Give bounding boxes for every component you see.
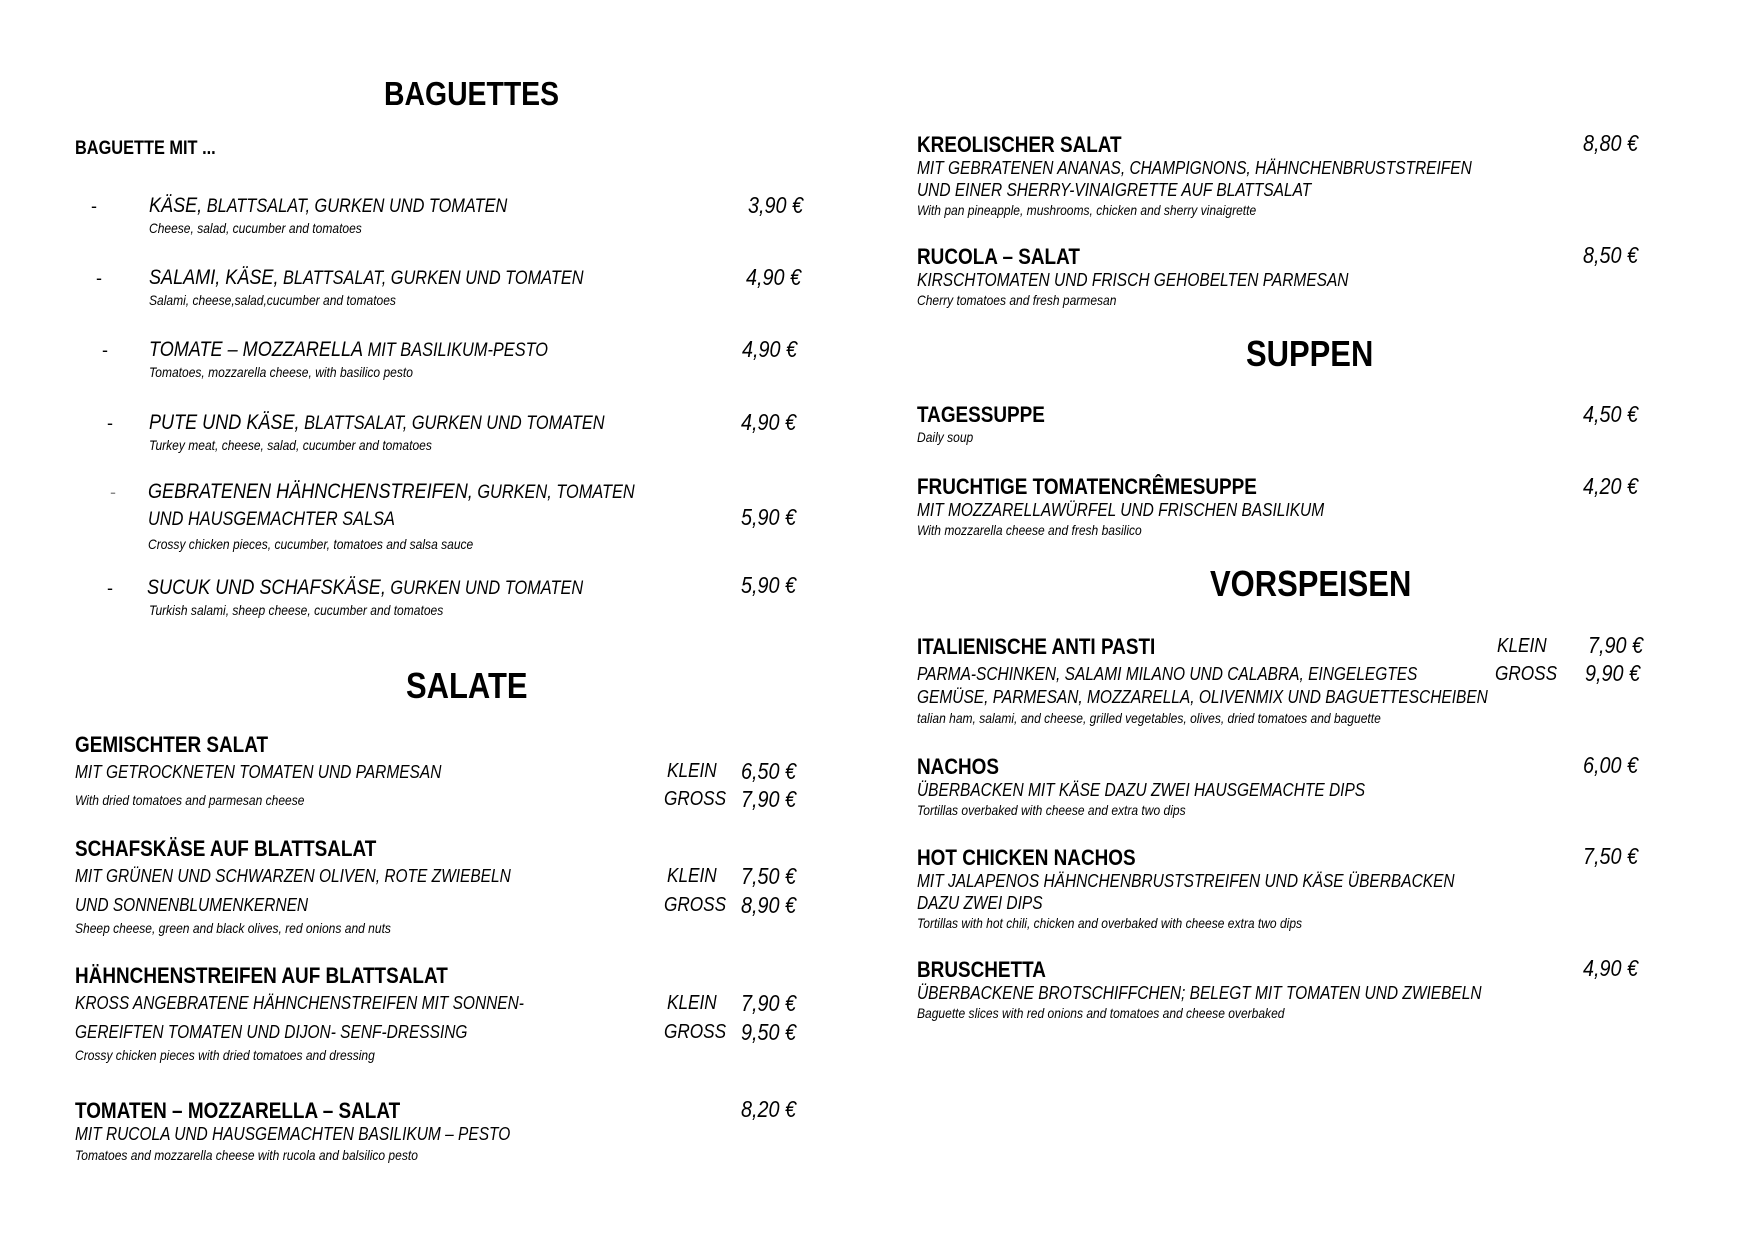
item-name: NACHOS xyxy=(917,754,999,779)
item-price: 6,00 € xyxy=(1583,752,1638,778)
item-description: MIT JALAPENOS HÄHNCHENBRUSTSTREIFEN UND KÄSE ÜBERBACKEN xyxy=(917,871,1455,891)
item-name: HÄHNCHENSTREIFEN AUF BLATTSALAT xyxy=(75,963,448,988)
item-description: DAZU ZWEI DIPS xyxy=(917,893,1043,913)
item-description: GEREIFTEN TOMATEN UND DIJON- SENF-DRESSING xyxy=(75,1022,468,1042)
item-english: Sheep cheese, green and black olives, red onions and nuts xyxy=(75,920,391,936)
item-price: 4,90 € xyxy=(741,409,796,435)
item-description: MIT RUCOLA UND HAUSGEMACHTEN BASILIKUM – PESTO xyxy=(75,1124,511,1144)
item-name: FRUCHTIGE TOMATENCRÊMESUPPE xyxy=(917,474,1257,499)
item-price: 8,50 € xyxy=(1583,242,1638,268)
size-label: GROSS xyxy=(1495,663,1558,685)
item-dash: - xyxy=(110,482,116,502)
section-title-salate: SALATE xyxy=(406,665,528,706)
item-price: 3,90 € xyxy=(748,192,803,218)
item-english: Daily soup xyxy=(917,429,974,445)
item-price: 4,90 € xyxy=(742,336,797,362)
item-english: Cheese, salad, cucumber and tomatoes xyxy=(149,220,362,236)
size-label: KLEIN xyxy=(667,760,717,782)
baguette-intro xyxy=(75,138,239,160)
item-name: GEMISCHTER SALAT xyxy=(75,732,269,757)
item-name-line2: UND HAUSGEMACHTER SALSA xyxy=(148,509,395,530)
item-english: With pan pineapple, mushrooms, chicken and sherry vinaigrette xyxy=(917,202,1257,218)
item-description: KIRSCHTOMATEN UND FRISCH GEHOBELTEN PARMESAN xyxy=(917,270,1349,290)
item-english: Crossy chicken pieces with dried tomatoes and dressing xyxy=(75,1047,375,1063)
item-price: 7,50 € xyxy=(741,863,796,889)
item-description: MIT GEBRATENEN ANANAS, CHAMPIGNONS, HÄHNCHENBRUSTSTREIFEN xyxy=(917,158,1472,178)
item-english: talian ham, salami, and cheese, grilled vegetables, olives, dried tomatoes and baguette xyxy=(917,710,1381,726)
item-price: 5,90 € xyxy=(741,572,796,598)
section-title-suppen: SUPPEN xyxy=(1246,333,1374,374)
item-name: KÄSE, BLATTSALAT, GURKEN UND TOMATEN xyxy=(149,194,508,217)
item-dash: - xyxy=(96,268,102,288)
item-dash: - xyxy=(107,413,113,433)
item-description: MIT GETROCKNETEN TOMATEN UND PARMESAN xyxy=(75,762,442,782)
item-english: With mozzarella cheese and fresh basilico xyxy=(917,522,1142,538)
item-english: Turkish salami, sheep cheese, cucumber and tomatoes xyxy=(149,602,444,618)
size-label: KLEIN xyxy=(667,992,717,1014)
item-name: TOMATE – MOZZARELLA MIT BASILIKUM-PESTO xyxy=(149,338,549,361)
item-name: SALAMI, KÄSE, BLATTSALAT, GURKEN UND TOMATEN xyxy=(149,266,584,289)
item-price: 4,50 € xyxy=(1583,401,1638,427)
item-description: ÜBERBACKENE BROTSCHIFFCHEN; BELEGT MIT TOMATEN UND ZWIEBELN xyxy=(917,983,1482,1003)
item-name: RUCOLA – SALAT xyxy=(917,244,1080,269)
item-name: KREOLISCHER SALAT xyxy=(917,132,1122,157)
item-english: With dried tomatoes and parmesan cheese xyxy=(75,792,305,808)
item-english: Salami, cheese,salad,cucumber and tomatoes xyxy=(149,292,396,308)
item-description: GEMÜSE, PARMESAN, MOZZARELLA, OLIVENMIX UND BAGUETTESCHEIBEN xyxy=(917,687,1488,707)
item-name: TOMATEN – MOZZARELLA – SALAT xyxy=(75,1098,401,1123)
item-description: KROSS ANGEBRATENE HÄHNCHENSTREIFEN MIT SONNEN- xyxy=(75,993,524,1013)
size-label: KLEIN xyxy=(1497,635,1547,657)
item-price: 4,90 € xyxy=(746,264,801,290)
item-description: ÜBERBACKEN MIT KÄSE DAZU ZWEI HAUSGEMACHTE DIPS xyxy=(917,780,1366,800)
item-name: PUTE UND KÄSE, BLATTSALAT, GURKEN UND TOMATEN xyxy=(149,411,605,434)
item-description: MIT GRÜNEN UND SCHWARZEN OLIVEN, ROTE ZWIEBELN xyxy=(75,866,511,886)
item-name: TAGESSUPPE xyxy=(917,402,1045,427)
size-label: GROSS xyxy=(664,894,727,916)
item-english: Tortillas with hot chili, chicken and overbaked with cheese extra two dips xyxy=(917,915,1303,931)
item-english: Tortillas overbaked with cheese and extra two dips xyxy=(917,802,1186,818)
item-price: 7,90 € xyxy=(741,990,796,1016)
item-english: Baguette slices with red onions and tomatoes and cheese overbaked xyxy=(917,1005,1285,1021)
item-english: Turkey meat, cheese, salad, cucumber and tomatoes xyxy=(149,437,432,453)
size-label: GROSS xyxy=(664,788,727,810)
item-price: 8,90 € xyxy=(741,892,796,918)
item-name: ITALIENISCHE ANTI PASTI xyxy=(917,634,1156,659)
item-price: 7,90 € xyxy=(741,786,796,812)
item-price: 4,90 € xyxy=(1583,955,1638,981)
item-price: 9,90 € xyxy=(1585,660,1640,686)
item-dash: - xyxy=(102,340,108,360)
item-name: BRUSCHETTA xyxy=(917,957,1046,982)
item-english: Tomatoes and mozzarella cheese with rucola and balsilico pesto xyxy=(75,1147,418,1163)
item-name: HOT CHICKEN NACHOS xyxy=(917,845,1136,870)
item-dash: - xyxy=(107,578,113,598)
item-price: 4,20 € xyxy=(1583,473,1638,499)
item-name: SUCUK UND SCHAFSKÄSE, GURKEN UND TOMATEN xyxy=(147,576,584,599)
size-label: GROSS xyxy=(664,1021,727,1043)
item-english: Crossy chicken pieces, cucumber, tomatoes and salsa sauce xyxy=(148,536,474,552)
section-title-baguettes: BAGUETTES xyxy=(384,75,560,112)
item-price: 7,50 € xyxy=(1583,843,1638,869)
item-description: MIT MOZZARELLAWÜRFEL UND FRISCHEN BASILIKUM xyxy=(917,500,1325,520)
size-label: KLEIN xyxy=(667,865,717,887)
item-price: 9,50 € xyxy=(741,1019,796,1045)
item-price: 5,90 € xyxy=(741,504,796,530)
item-name: GEBRATENEN HÄHNCHENSTREIFEN, GURKEN, TOMATEN xyxy=(148,480,635,503)
item-price: 6,50 € xyxy=(741,758,796,784)
item-price: 8,80 € xyxy=(1583,130,1638,156)
item-english: Tomatoes, mozzarella cheese, with basilico pesto xyxy=(149,364,413,380)
item-name: SCHAFSKÄSE AUF BLATTSALAT xyxy=(75,836,377,861)
item-price: 7,90 € xyxy=(1588,632,1643,658)
item-english: Cherry tomatoes and fresh parmesan xyxy=(917,292,1117,308)
item-price: 8,20 € xyxy=(741,1096,796,1122)
item-description: UND SONNENBLUMENKERNEN xyxy=(75,895,309,915)
item-description: UND EINER SHERRY-VINAIGRETTE AUF BLATTSALAT xyxy=(917,180,1312,200)
baguette-intro-text: BAGUETTE MIT ... xyxy=(75,138,216,159)
item-description: PARMA-SCHINKEN, SALAMI MILANO UND CALABRA, EINGELEGTES xyxy=(917,664,1418,684)
item-dash: - xyxy=(91,196,97,216)
section-title-vorspeisen: VORSPEISEN xyxy=(1210,563,1412,604)
